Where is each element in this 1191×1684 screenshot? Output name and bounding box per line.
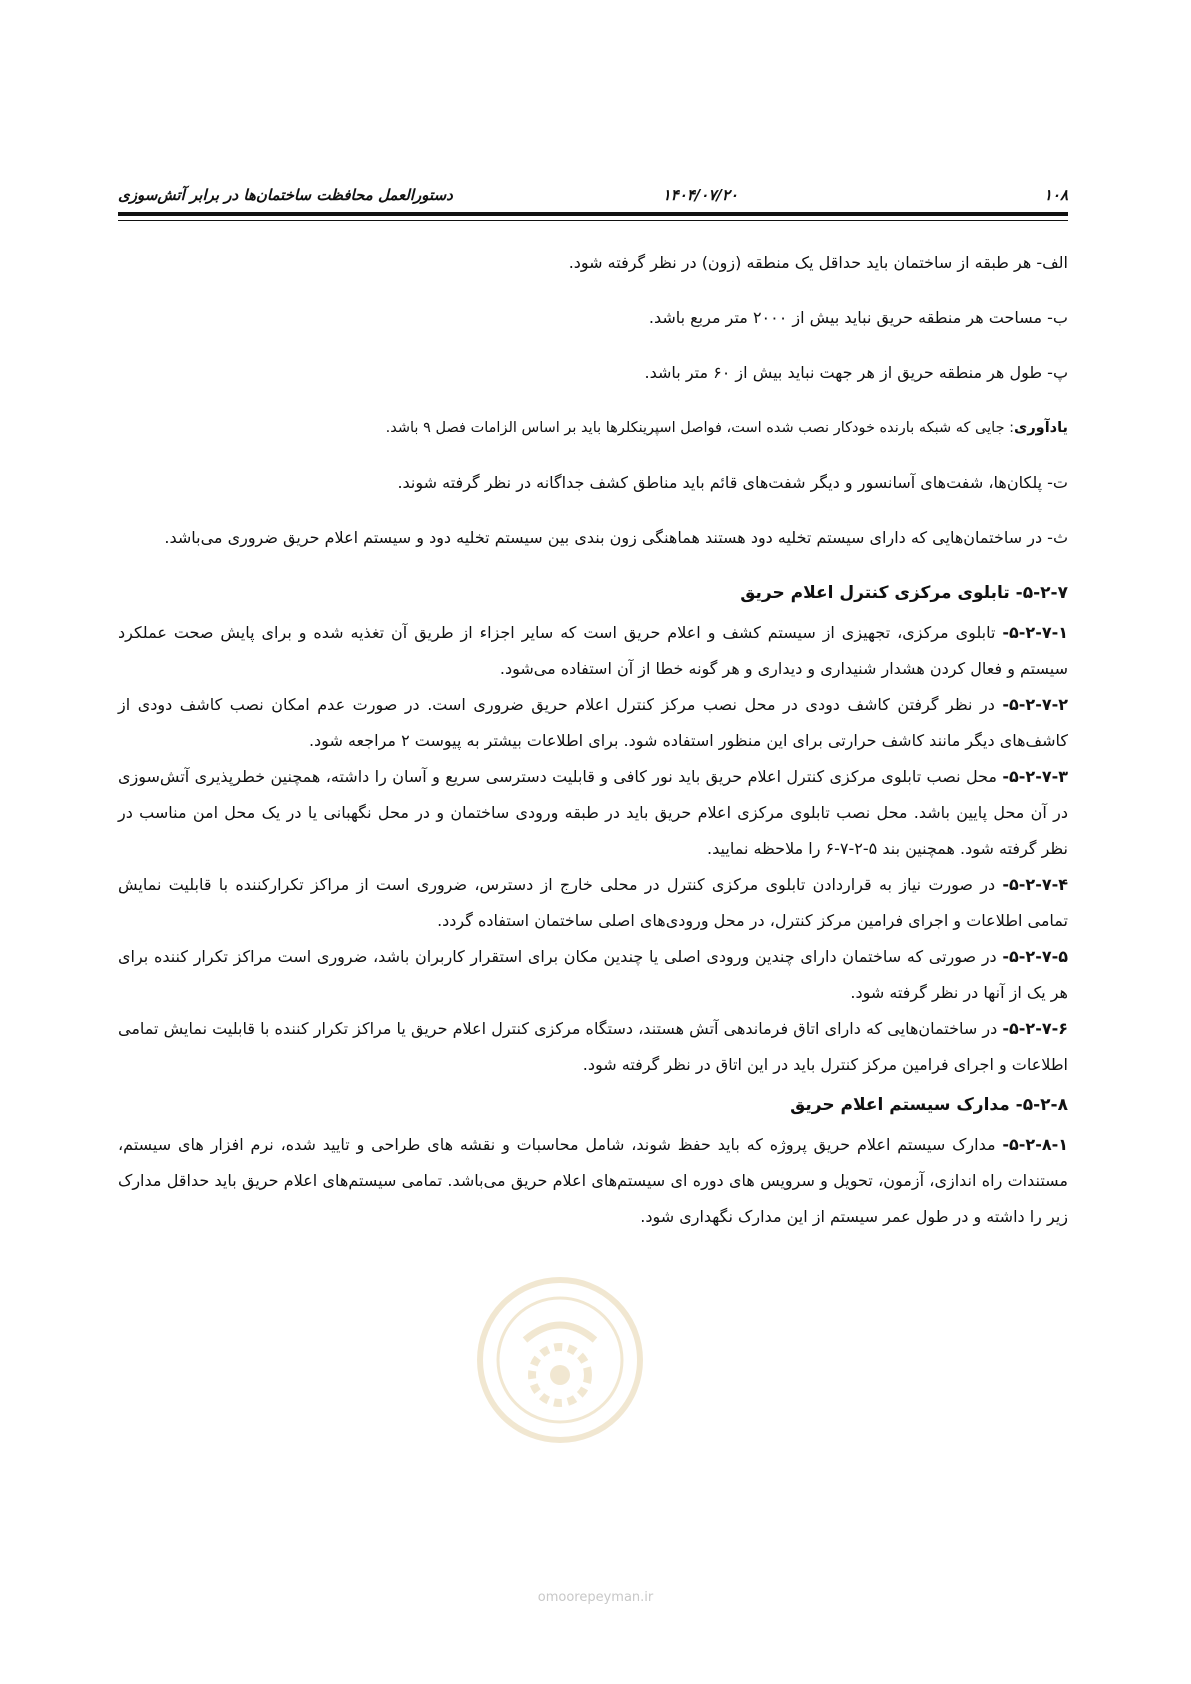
paragraph-te: ت- پلکان‌ها، شفت‌های آسانسور و دیگر شفت‌های قائم باید مناطق کشف جداگانه در نظر گرفته شوند. <box>397 473 1068 492</box>
clause-5-2-7-5 <box>118 939 1068 1011</box>
section-heading-5-2-8: ۵-۲-۸- مدارک سیستم اعلام حریق <box>790 1095 1068 1115</box>
clause-5-2-7-1 <box>118 615 1068 687</box>
header-date: ۱۴۰۴/۰۷/۲۰ <box>662 186 738 204</box>
note-text: : جایی که شبکه بارنده خودکار نصب شده است، فواصل اسپرینکلرها باید بر اساس الزامات فصل ۹ باشد. <box>385 420 1015 436</box>
paragraph-se: ث- در ساختمان‌هایی که دارای سیستم تخلیه دود هستند هماهنگی زون بندی بین سیستم تخلیه دود و سیستم اعلام حریق ضروری می‌باشد. <box>164 528 1068 547</box>
note-label: یادآوری <box>1014 420 1068 436</box>
clause-number: ۵-۲-۷-۳- <box>1002 767 1068 786</box>
document-body <box>118 245 1068 1235</box>
page-header <box>118 186 1068 208</box>
clause-5-2-7-2 <box>118 687 1068 759</box>
clause-text: در نظر گرفتن کاشف دودی در محل نصب مرکز کنترل اعلام حریق ضروری است. در صورت عدم امکان نصب کاشف دودی از کاشف‌های دیگر مانند کاشف حرارتی برای این منظور استفاده شود. برای اطلاعات بیشتر به پیوست ۲ مراجعه شود. <box>118 695 1068 750</box>
clause-number: ۵-۲-۷-۱- <box>1002 623 1068 642</box>
clause-5-2-8-1 <box>118 1127 1068 1235</box>
clause-number: ۵-۲-۷-۲- <box>1002 695 1068 714</box>
clause-number: ۵-۲-۷-۶- <box>1002 1019 1068 1038</box>
header-rule-thin <box>118 220 1068 221</box>
paragraph-pe: پ- طول هر منطقه حریق از هر جهت نباید بیش از ۶۰ متر باشد. <box>644 363 1068 382</box>
clause-number: ۵-۲-۷-۴- <box>1002 875 1068 894</box>
clause-5-2-7-6 <box>118 1011 1068 1083</box>
paragraph-alef: الف- هر طبقه از ساختمان باید حداقل یک منطقه (زون) در نظر گرفته شود. <box>568 253 1068 272</box>
page-number: ۱۰۸ <box>1043 186 1068 204</box>
clause-text: تابلوی مرکزی، تجهیزی از سیستم کشف و اعلام حریق است که سایر اجزاء از طریق آن تغذیه شده و برای پایش صحت عملکرد سیستم و فعال کردن هشدار شنیداری و دیداری و هر گونه خطا از آن استفاده می‌شود. <box>118 623 1068 678</box>
clause-text: مدارک سیستم اعلام حریق پروژه که باید حفظ شوند، شامل محاسبات و نقشه های طراحی و تایید شده، نرم افزار های سیستم، مستندات راه اندازی، آزمون، تحویل و سرویس های دوره ای سیستم‌های اعلام حریق می‌باشد. تمامی سیستم‌های اعلام حریق باید حداقل مدارک زیر را داشته و در طول عمر سیستم از این مدارک نگهداری شود. <box>118 1135 1068 1226</box>
clause-text: محل نصب تابلوی مرکزی کنترل اعلام حریق باید نور کافی و قابلیت دسترسی سریع و آسان را داشته، همچنین خطرپذیری آتش‌سوزی در آن محل پایین باشد. محل نصب تابلوی مرکزی اعلام حریق باید در طبقه ورودی ساختمان و در محل نگهبانی یا در یک محل امن مناسب در نظر گرفته شود. همچنین بند ۵-۲-۷-۶ را ملاحظه نمایید. <box>118 767 1068 858</box>
watermark-url: omoorepeyman.ir <box>537 1590 654 1605</box>
clause-number: ۵-۲-۷-۵- <box>1002 947 1068 966</box>
clause-text: در صورت نیاز به قراردادن تابلوی مرکزی کنترل در محلی خارج از دسترس، ضروری است از مراکز تکرارکننده با قابلیت نمایش تمامی اطلاعات و اجرای فرامین مرکز کنترل، در محل ورودی‌های اصلی ساختمان استفاده گردد. <box>118 875 1068 930</box>
clause-5-2-7-4 <box>118 867 1068 939</box>
paragraph-be: ب- مساحت هر منطقه حریق نباید بیش از ۲۰۰۰ متر مربع باشد. <box>648 308 1068 327</box>
clause-number: ۵-۲-۸-۱- <box>1002 1135 1068 1154</box>
note-paragraph <box>118 410 1068 446</box>
clause-text: در ساختمان‌هایی که دارای اتاق فرماندهی آتش هستند، دستگاه مرکزی کنترل اعلام حریق یا مراکز تکرار کننده با قابلیت نمایش تمامی اطلاعات و اجرای فرامین مرکز کنترل باید در این اتاق در نظر گرفته شود. <box>118 1019 1068 1074</box>
section-heading-5-2-7: ۵-۲-۷- تابلوی مرکزی کنترل اعلام حریق <box>740 583 1068 603</box>
clause-5-2-7-3 <box>118 759 1068 867</box>
clause-text: در صورتی که ساختمان دارای چندین ورودی اصلی یا چندین مکان برای استقرار کاربران باشد، ضروری است مراکز تکرار کننده برای هر یک از آنها در نظر گرفته شود. <box>118 947 1068 1002</box>
watermark-seal-icon <box>470 1270 650 1450</box>
header-rule-thick <box>118 212 1068 216</box>
header-title: دستورالعمل محافظت ساختمان‌ها در برابر آتش‌سوزی <box>118 186 453 204</box>
